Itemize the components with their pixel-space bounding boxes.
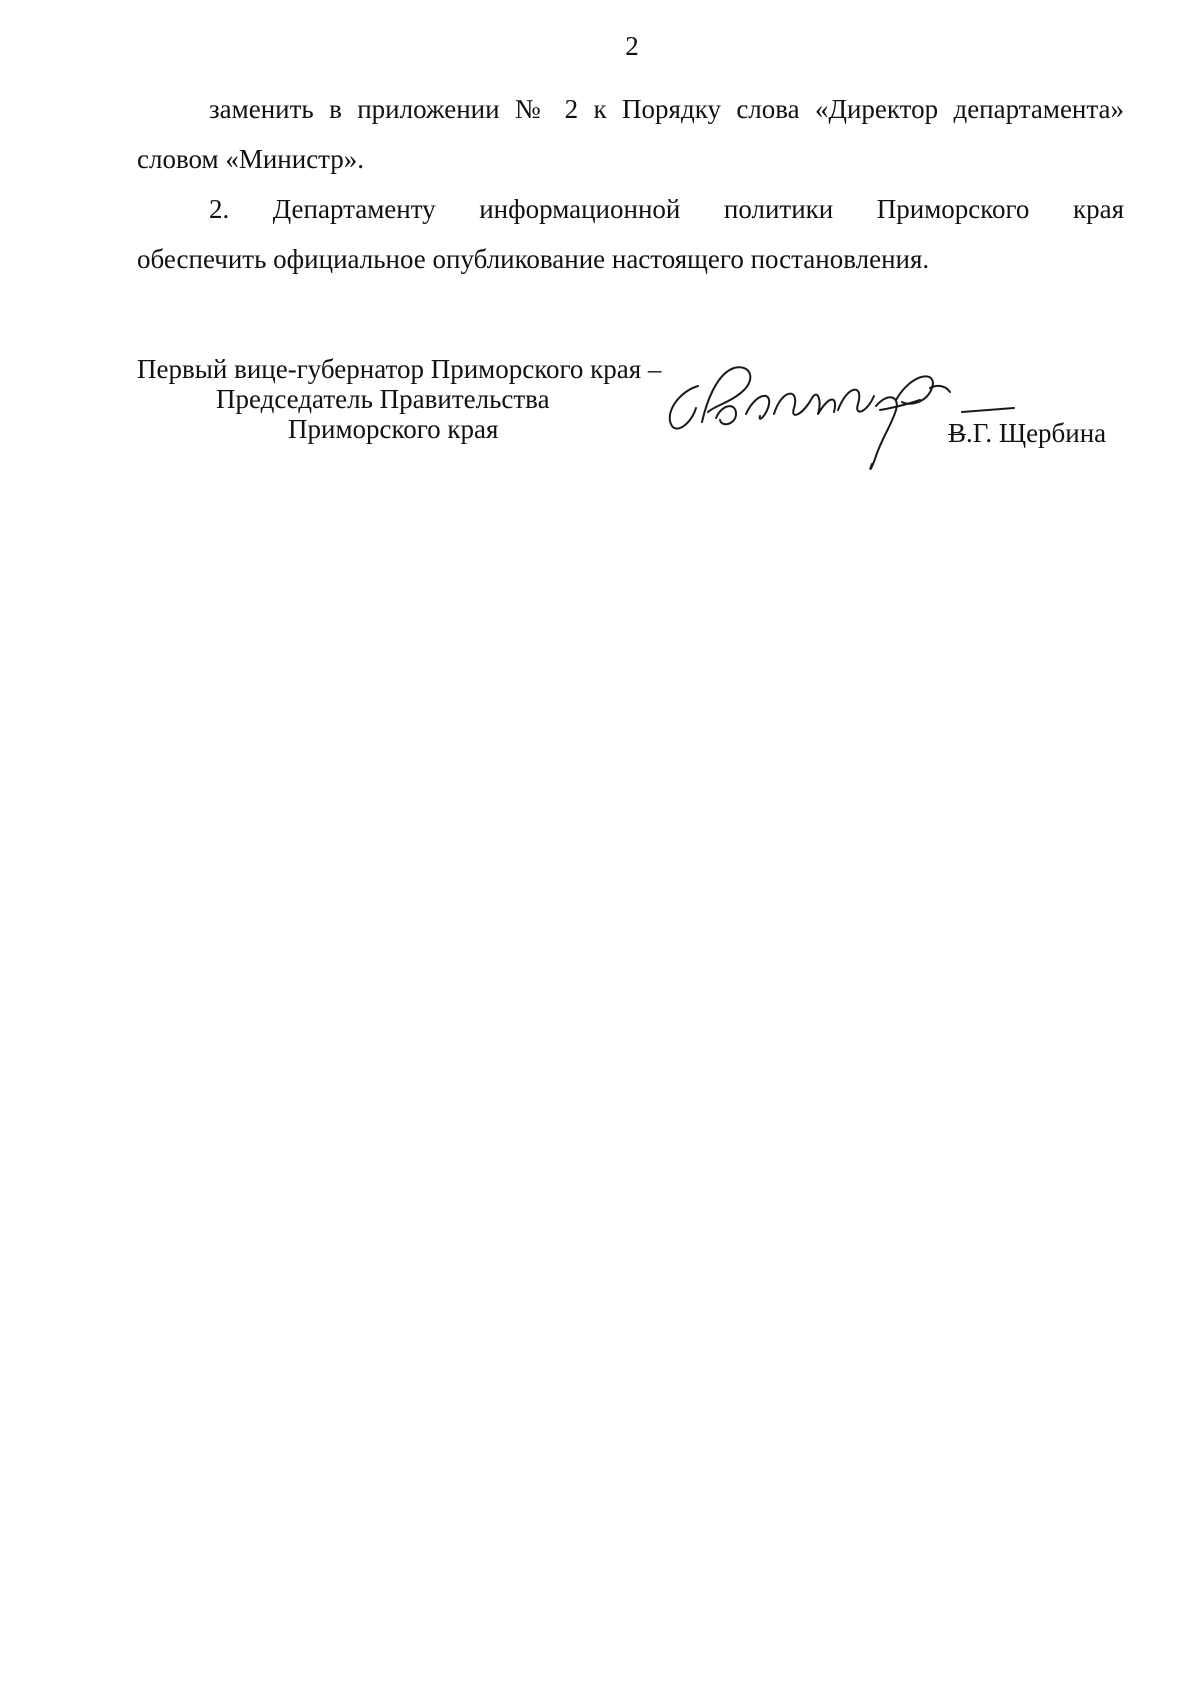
signatory-title-line-2: Председатель Правительства bbox=[216, 384, 550, 414]
page-number: 2 bbox=[625, 31, 639, 61]
signatory-title-line-1: Первый вице-губернатор Приморского края – bbox=[137, 354, 662, 384]
signatory-name bbox=[948, 418, 1106, 448]
document-body bbox=[137, 84, 1124, 284]
signature-block bbox=[137, 354, 1127, 474]
paragraph-replace-words: заменить в приложении № 2 к Порядку слова «Директор департамента» словом «Министр». bbox=[137, 94, 1124, 174]
signatory-initial: В bbox=[948, 418, 967, 448]
signatory-surname: .Г. Щербина bbox=[966, 418, 1107, 448]
signatory-title-line-3: Приморского края bbox=[288, 414, 499, 444]
paragraph-publication-line-1: 2. Департаменту информационной политики Приморского края bbox=[209, 194, 1124, 224]
paragraph-publication-line-2: обеспечить официальное опубликование настоящего постановления. bbox=[137, 244, 930, 274]
